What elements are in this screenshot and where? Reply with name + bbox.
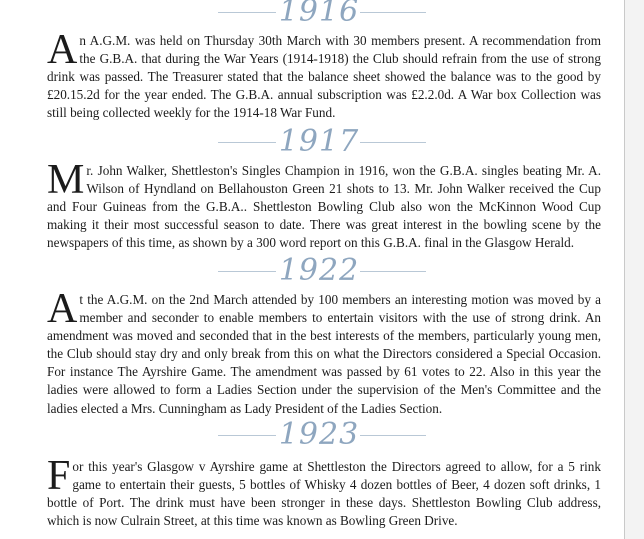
heading-rule-right [360, 271, 426, 272]
year-heading-1916 [0, 0, 624, 29]
heading-rule-right [360, 12, 426, 13]
entry-text: r. John Walker, Shettleston's Singles Champion in 1916, won the G.B.A. singles beating Mr. A. Wilson of Hyndland on Bellahouston Green 21 shots to 13. Mr. John Walker received the Cup and Four Guineas from the G.B.A.. Shettleston Bowling Club also won the McKinnon Wood Cup making it their most successful season to date. There was great interest in the bowling scene by the newspapers of this time, as shown by a 300 word report on this G.B.A. final in the Glasgow Herald. [47, 163, 601, 251]
dropcap: A [47, 286, 78, 332]
year-title: 1916 [278, 0, 360, 29]
entry-1916 [47, 27, 601, 122]
year-heading-1923 [0, 417, 624, 452]
year-title: 1922 [278, 253, 360, 288]
heading-rule-left [218, 435, 276, 436]
entry-1917 [47, 157, 601, 252]
heading-rule-right [360, 435, 426, 436]
entry-1923 [47, 453, 601, 530]
year-heading-1917 [0, 124, 624, 159]
heading-rule-left [218, 142, 276, 143]
entry-text: n A.G.M. was held on Thursday 30th March with 30 members present. A recommendation from the G.B.A. that during the War Years (1914-1918) the Club should refrain from the use of strong drink was passed. The Treasurer stated that the balance sheet showed the balance was to the good by £20.15.2d for the year ended. The G.B.A. annual subscription was £2.2.0d. A War box Collection was still being collected weekly for the 1914-18 War Fund. [47, 33, 601, 121]
heading-rule-left [218, 271, 276, 272]
entry-text: or this year's Glasgow v Ayrshire game at Shettleston the Directors agreed to allow, for a 5 rink game to entertain their guests, 5 bottles of Whisky 4 dozen bottles of Beer, 4 dozen soft drinks, 1 bottle of Port. The drink must have been stronger in these days. Shettleston Bowling Club address, which is now Culrain Street, at this time was known as Bowling Green Drive. [47, 459, 601, 529]
dropcap: A [47, 27, 78, 73]
year-heading-1922 [0, 253, 624, 288]
entry-1922 [47, 286, 601, 418]
year-title: 1917 [278, 124, 360, 159]
dropcap: M [47, 157, 85, 203]
heading-rule-left [218, 12, 276, 13]
year-title: 1923 [278, 417, 360, 452]
entry-text: t the A.G.M. on the 2nd March attended by 100 members an interesting motion was moved by a member and seconder to enable members to entertain visitors with the use of strong drink. An amendment was moved and seconded that in the best interests of the members, particularly young men, the Club should stay dry and only break from this on what the Directors considered a Special Occasion. For instance The Ayrshire Game. The amendment was passed by 61 votes to 22. Also in this year the ladies were allowed to form a Ladies Section under the supervision of the Men's Committee and the ladies elected a Mrs. Cunningham as Lady President of the Ladies Section. [47, 292, 601, 416]
page-edge [624, 0, 644, 539]
dropcap: F [47, 453, 71, 499]
heading-rule-right [360, 142, 426, 143]
